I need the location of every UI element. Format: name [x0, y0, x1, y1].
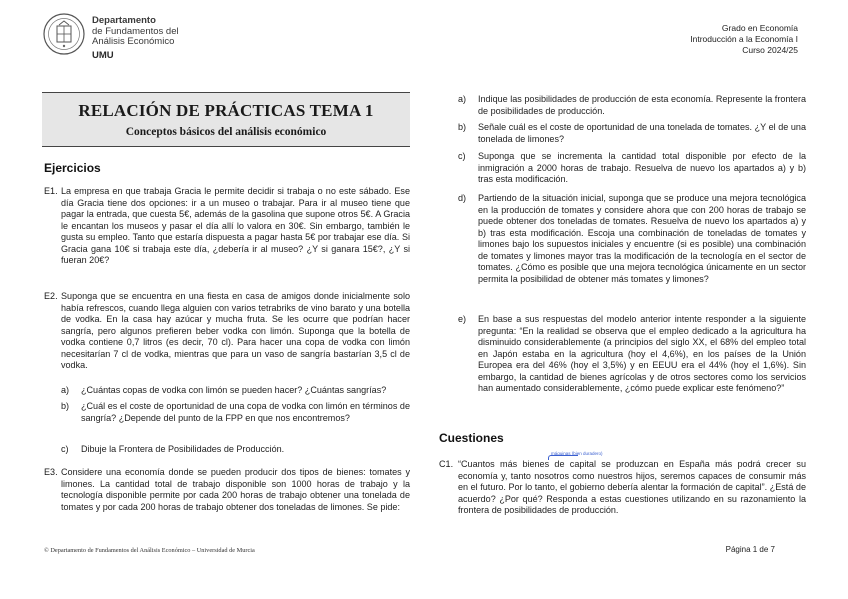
page-title: RELACIÓN DE PRÁCTICAS TEMA 1 — [78, 101, 374, 120]
subitem-label: a) — [61, 385, 70, 395]
exercise-e2-a — [61, 385, 410, 398]
subitem-text: En base a sus respuestas del modelo anterior intente responder a la siguiente pregunta: “En la realidad se observa que el empleo dedicado a la agricultura ha disminuido considerablemente (a principios del siglo XX, el 68% del empleo total en Japón estaba en la agricultura (hoy el 4,6%), en los países de la Unión Europea era del 46% (hoy el 3,5%) y en EEUU era el 44% (hoy el 1,6%). Sin embargo, la cantidad de bienes agrícolas y de otros sectores como los servicios han aumentado considerablemente, ¿cómo puede explicar este fenómeno?” — [478, 314, 806, 393]
question-text: “Cuantos más bienes de capital se produzcan en España más podrá crecer su economía y, tanto nosotros como nuestros hijos, seremos capaces de consumir más en el futuro. Por lo tanto, el gobierno debería alentar la formación de capital”. ¿Está de acuerdo? ¿Por qué? Responda a estas cuestiones utilizando en su razonamiento la frontera de posibilidades de producción. — [458, 459, 806, 515]
exercise-e2-b — [61, 401, 410, 437]
subitem-label: c) — [458, 151, 466, 161]
exercise-label: E1. — [44, 186, 58, 196]
section-heading-cuestiones: Cuestiones — [439, 431, 504, 445]
subitem-text: Suponga que se incrementa la cantidad total disponible por efecto de la inmigración a 2000 horas de trabajo. Resuelva de nuevo los apartados a) y b) tras esta modificación. — [478, 151, 806, 184]
course-year: Curso 2024/25 — [742, 45, 798, 55]
exercise-e2 — [44, 291, 410, 386]
subitem-text: ¿Cuál es el coste de oportunidad de una copa de vodka con limón en términos de sangría? ¿Depende del punto de la FPP en que nos encontremos? — [81, 401, 410, 423]
exercise-e3-e — [458, 314, 806, 418]
question-c1 — [439, 459, 806, 539]
subitem-label: d) — [458, 193, 467, 203]
subitem-label: e) — [458, 314, 467, 324]
footer-copyright: © Departamento de Fundamentos del Análisis Económico – Universidad de Murcia — [44, 547, 255, 554]
department-name — [92, 16, 179, 61]
exercise-e2-c — [61, 444, 410, 457]
section-heading-ejercicios: Ejercicios — [44, 161, 101, 175]
dept-umu: UMU — [92, 49, 114, 61]
exercise-text: Considere una economía donde se pueden producir dos tipos de bienes: tomates y limones. La cantidad total de trabajo disponible son 1000 horas de trabajo y la tecnología disponible permite por cada 200 horas de trabajo obtener una tonelada de tomates y por cada 200 horas de trabajo obtener dos toneladas de limones. Se pide: — [61, 467, 410, 512]
course-info — [690, 23, 798, 56]
title-box — [42, 92, 410, 147]
subitem-label: a) — [458, 94, 467, 104]
university-seal-icon — [43, 13, 85, 55]
exercise-text: La empresa en que trabaja Gracia le permite decidir si trabaja o no este sábado. Ese día Gracia tiene dos opciones: ir a un museo o trabajar. Para ir al museo tiene que pagar la entrada, que cuesta 5€, además de la gasolina que supone otros 5€. A Gracia le encantan los museos y pasar el día allí lo valora en 30€. Sin embargo, también le gusta su empleo. Tanto que estaría dispuesta a pagar hasta 5€ por trabajar ese día. Si Gracia gana 10€ si trabaja este día, ¿debería ir al museo? ¿Y si ganara 15€?, ¿Y si fueran 20€? — [61, 186, 410, 265]
exercise-e1 — [44, 186, 410, 281]
subitem-label: c) — [61, 444, 69, 454]
subitem-text: ¿Cuántas copas de vodka con limón se pueden hacer? ¿Cuántas sangrías? — [81, 385, 387, 395]
page-subtitle: Conceptos básicos del análisis económico — [125, 126, 327, 138]
subitem-label: b) — [458, 122, 467, 132]
page-number: Página 1 de 7 — [725, 545, 775, 554]
exercise-label: E3. — [44, 467, 58, 477]
subitem-text: Indique las posibilidades de producción de esta economía. Represente la frontera de posibilidades de producción. — [478, 94, 806, 116]
exercise-label: E2. — [44, 291, 58, 301]
course-subject: Introducción a la Economía I — [690, 34, 798, 44]
subitem-text: Señale cuál es el coste de oportunidad de una tonelada de tomates. ¿Y el de una tonelada de limones? — [478, 122, 806, 144]
course-degree: Grado en Economía — [721, 23, 798, 33]
dept-line-2: de Fundamentos del — [92, 25, 179, 37]
exercise-e3-c — [458, 151, 806, 187]
subitem-text: Dibuje la Frontera de Posibilidades de Producción. — [81, 444, 285, 454]
exercise-e3 — [44, 467, 410, 527]
subitem-text: Partiendo de la situación inicial, suponga que se produce una mejora tecnológica en la producción de tomates y considere ahora que con 200 horas de trabajo se puede obtener dos toneladas de tomates. Resuelva de nuevo los apartados a) y b) tras esta modificación. Escoja una combinación de toneladas de tomates y limones bajo los supuestos iniciales y encuentre (si es posible) una combinación de tomates y limones mayor tras la modificación de la tecnología en el sector de tomates. ¿Cómo es posible que una mejora tecnológica únicamente en un sector permita la posibilidad de obtener más tomates y limones? — [478, 193, 806, 284]
dept-line-1: Departamento — [92, 15, 156, 26]
handwritten-annotation: máquinas (bien duradero) — [551, 451, 603, 456]
exercise-text: Suponga que se encuentra en una fiesta en casa de amigos donde inicialmente solo había refrescos, cuando llega alguien con varios tetrabriks de vino barato y una botella de vodka. En la casa hay azúcar y mucha fruta. Se les ocurre que podrían hacer sangría, pero algunos prefieren beber vodka con limón. Suponga que la botella de vodka contiene 0,7 litros (es decir, 70 cl). Para hacer una copa de vodka con limón necesitarían 7 cl de vodka, mientras que para un vaso de sangría bastarían 3,5 cl de vodka. — [61, 291, 410, 370]
exercise-e3-b — [458, 122, 806, 146]
dept-line-3: Análisis Económico — [92, 36, 175, 47]
subitem-label: b) — [61, 401, 70, 411]
question-label: C1. — [439, 459, 454, 469]
exercise-e3-a — [458, 94, 806, 118]
exercise-e3-d — [458, 193, 806, 309]
